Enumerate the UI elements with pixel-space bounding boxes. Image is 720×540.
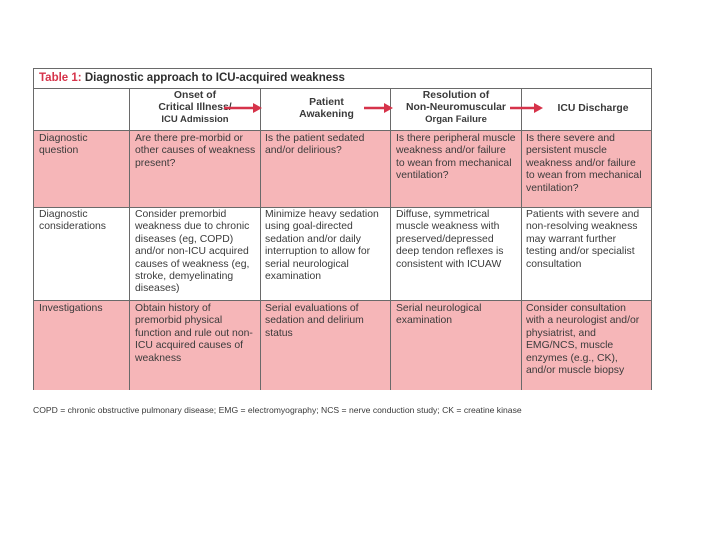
phase-header-line: Onset of bbox=[173, 90, 217, 101]
phase-header-line: Awakening bbox=[299, 109, 354, 120]
table-cell: Obtain history of premorbid physical function and rule out non-ICU acquired causes of weakness bbox=[130, 301, 260, 390]
table-title-text: Diagnostic approach to ICU-acquired weakness bbox=[84, 72, 345, 84]
table-cell: Consider consultation with a neurologist and/or physiatrist, and EMG/NCS, muscle enzymes (e.g., CK), and/or muscle biopsy bbox=[521, 301, 651, 390]
phase-header-line: ICU Discharge bbox=[557, 103, 629, 114]
phase-header-line: Critical Illness/ bbox=[158, 102, 232, 113]
arrow-right-icon bbox=[384, 103, 393, 113]
table-cell: Is the patient sedated and/or delirious? bbox=[260, 131, 391, 208]
table-label: Table 1: bbox=[39, 72, 82, 84]
table-cell: Serial evaluations of sedation and delirium status bbox=[260, 301, 391, 390]
table-cell: Serial neurological examination bbox=[391, 301, 521, 390]
phase-header-line: Patient bbox=[309, 97, 344, 108]
table-cell: Are there pre-morbid or other causes of weakness present? bbox=[130, 131, 260, 208]
table-cell: Is there peripheral muscle weakness and/or failure to wean from mechanical ventilation? bbox=[391, 131, 521, 208]
arrow-right-icon bbox=[534, 103, 543, 113]
phase-header-line: Resolution of bbox=[422, 90, 490, 101]
table-cell: Is there severe and persistent muscle weakness and/or failure to wean from mechanical ventilation? bbox=[521, 131, 651, 208]
phase-header-line: Non-Neuromuscular bbox=[406, 102, 506, 113]
row-label-investigations: Investigations bbox=[34, 301, 130, 390]
row-label-considerations: Diagnostic considerations bbox=[39, 209, 107, 233]
phase-header-line: ICU Admission bbox=[161, 114, 229, 125]
table-cell: Diffuse, symmetrical muscle weakness with preserved/depressed deep tendon reflexes is consistent with ICUAW bbox=[396, 209, 504, 270]
table-cell: Consider premorbid weakness due to chronic diseases (eg, COPD) and/or non-ICU acquired causes of weakness (eg, stroke, demyelinating diseases) bbox=[135, 209, 250, 295]
row-label-question: Diagnostic question bbox=[34, 131, 130, 208]
footnote: COPD = chronic obstructive pulmonary disease; EMG = electromyography; NCS = nerve conduction study; CK = creatine kinase bbox=[33, 405, 522, 415]
arrow-right-icon bbox=[253, 103, 262, 113]
table-cell: Patients with severe and non-resolving weakness may warrant further testing and/or specialist consultation bbox=[526, 209, 640, 270]
phase-header-line: Organ Failure bbox=[425, 114, 487, 125]
table-cell: Minimize heavy sedation using goal-directed sedation and/or daily interruption to allow for serial neurological examination bbox=[265, 209, 379, 283]
